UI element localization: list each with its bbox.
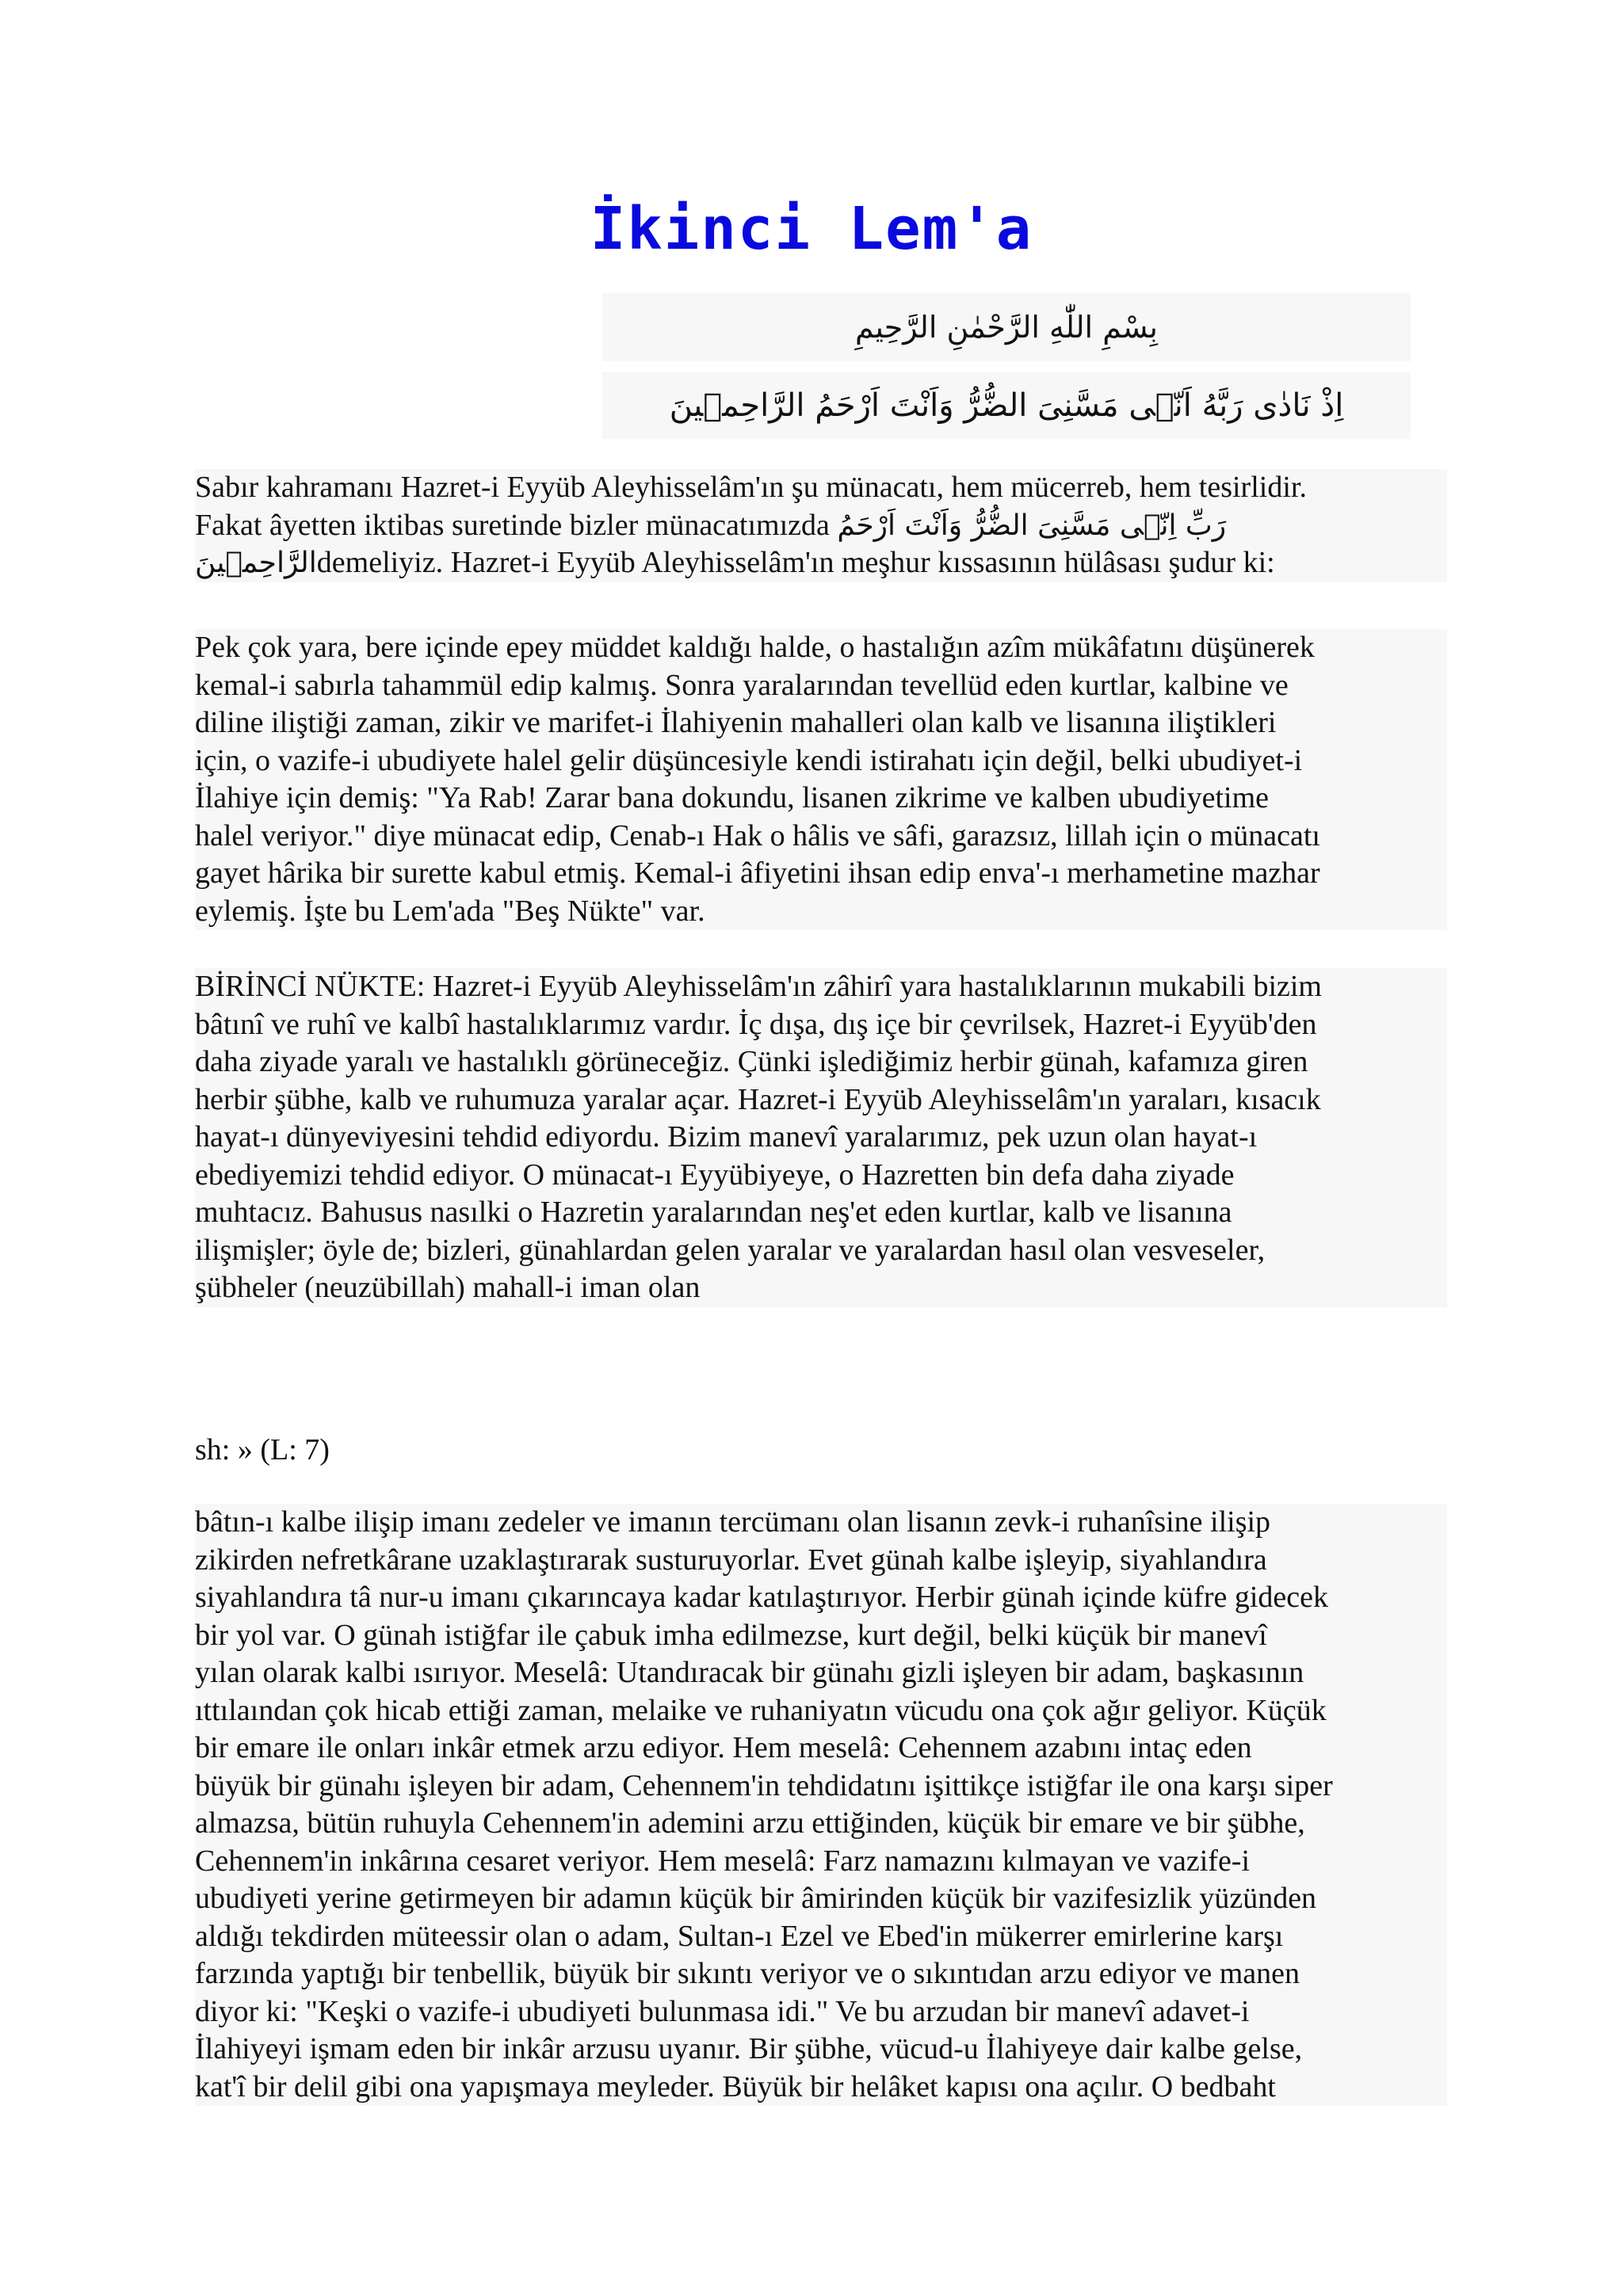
basmala-verse: بِسْمِ اللّٰهِ الرَّحْمٰنِ الرَّحِيمِ [602,293,1411,361]
intro-line-3-arabic: الرَّاحِم۪ينَ [195,547,317,579]
intro-line-3-text: demeliyiz. Hazret-i Eyyüb Aleyhisselâm'ın meşhur kıssasının hülâsası şudur ki: [316,546,1275,579]
intro-line-2-text: Fakat âyetten iktibas suretinde bizler münacatımızda [195,508,830,542]
first-point-paragraph-text: BİRİNCİ NÜKTE: Hazret-i Eyyüb Aleyhisselâm'ın zâhirî yara hastalıklarının mukabili bizim bâtınî ve ruhî ve kalbî hastalıklarımız vardır. İç dışa, dış içe bir çevrilsek, Hazret-i Eyyüb'den daha ziyade yaralı ve hastalıklı görüneceğiz. Çünki işlediğimiz herbir günah, kafamıza giren herbir şübhe, kalb ve ruhumuza yaralar açar. Hazret-i Eyyüb Aleyhisselâm'ın yaraları, kısacık hayat-ı dünyeviyesini tehdid ediyordu. Bizim manevî yaralarımız, pek uzun olan hayat-ı ebediyemizi tehdid ediyor. O münacat-ı Eyyübiyeye, o Hazretten bin defa daha ziyade muhtacız. Bahusus nasılki o Hazretin yaralarından neş'et eden kurtlar, kalb ve lisanına ilişmişler; öyle de; bizleri, günahlardan gelen yaralar ve yaralardan hasıl olan vesveseler, şübheler (neuzübillah) mahall-i iman olan [195,970,1322,1304]
intro-line-3 [195,544,1447,582]
intro-paragraph [195,469,1447,582]
page-title: İkinci Lem'a [590,195,1033,263]
page-marker: sh: » (L: 7) [195,1433,330,1466]
first-point-paragraph [195,968,1447,1307]
story-paragraph-text: Pek çok yara, bere içinde epey müddet kaldığı halde, o hastalığın azîm mükâfatını düşünerek kemal-i sabırla tahammül edip kalmış. Sonra yaralarından tevellüd eden kurtlar, kalbine ve diline iliştiği zaman, zikir ve marifet-i İlahiyenin mahalleri olan kalb ve lisanına iliştikleri için, o vazife-i ubudiyete halel gelir düşüncesiyle kendi istirahatı için değil, belki ubudiyet-i İlahiye için demiş: "Ya Rab! Zarar bana dokundu, lisanen zikrime ve kalben ubudiyetime halel veriyor." diye münacat edip, Cenab-ı Hak o hâlis ve sâfi, garazsız, lillah için o münacatı gayet hârika bir surette kabul etmiş. Kemal-i âfiyetini ihsan edip enva'-ı merhametine mazhar eylemiş. İşte bu Lem'ada "Beş Nükte" var. [195,631,1320,928]
intro-line-2-arabic: رَبِّ اِنّ۪ى مَسَّنِىَ الضُّرُّ وَاَنْتَ اَرْحَمُ [837,509,1227,542]
story-paragraph [195,629,1447,930]
ayah-verse: اِذْ نَادٰى رَبَّهُ اَنّ۪ى مَسَّنِىَ الضُّرُّ وَاَنْتَ اَرْحَمُ الرَّاحِم۪ينَ [602,372,1411,439]
intro-line-2 [195,507,1447,545]
intro-line-1: Sabır kahramanı Hazret-i Eyyüb Aleyhisselâm'ın şu münacatı, hem mücerreb, hem tesirlidir. [195,471,1307,504]
continuation-paragraph [195,1504,1447,2106]
continuation-paragraph-text: bâtın-ı kalbe ilişip imanı zedeler ve imanın tercümanı olan lisanın zevk-i ruhanîsine ilişip zikirden nefretkârane uzaklaştırarak susturuyorlar. Evet günah kalbe işleyip, siyahlandıra siyahlandıra tâ nur-u imanı çıkarıncaya kadar katılaştırıyor. Herbir günah içinde küfre gidecek bir yol var. O günah istiğfar ile çabuk imha edilmezse, kurt değil, belki küçük bir manevî yılan olarak kalbi ısırıyor. Meselâ: Utandıracak bir günahı gizli işleyen bir adam, başkasının ıttılaından çok hicab ettiği zaman, melaike ve ruhaniyatın vücudu ona çok ağır geliyor. Küçük bir emare ile onları inkâr etmek arzu ediyor. Hem meselâ: Cehennem azabını intaç eden büyük bir günahı işleyen bir adam, Cehennem'in tehdidatını işittikçe istiğfar ile ona karşı siper almazsa, bütün ruhuyla Cehennem'in ademini arzu ettiğinden, küçük bir emare ve bir şübhe, Cehennem'in inkârına cesaret veriyor. Hem meselâ: Farz namazını kılmayan ve vazife-i ubudiyeti yerine getirmeyen bir adamın küçük bir âmirinden küçük bir vazifesizlik yüzünden aldığı tekdirden müteessir olan o adam, Sultan-ı Ezel ve Ebed'in mükerrer emirlerine karşı farzında yaptığı bir tenbellik, büyük bir sıkıntı veriyor ve o sıkıntıdan arzu ediyor ve manen diyor ki: "Keşki o vazife-i ubudiyeti bulunmasa idi." Ve bu arzudan bir manevî adavet-i İlahiyeyi işmam eden bir inkâr arzusu uyanır. Bir şübhe, vücud-u İlahiyeye dair kalbe gelse, kat'î bir delil gibi ona yapışmaya meyleder. Büyük bir helâket kapısı ona açılır. O bedbaht [195,1505,1333,2103]
